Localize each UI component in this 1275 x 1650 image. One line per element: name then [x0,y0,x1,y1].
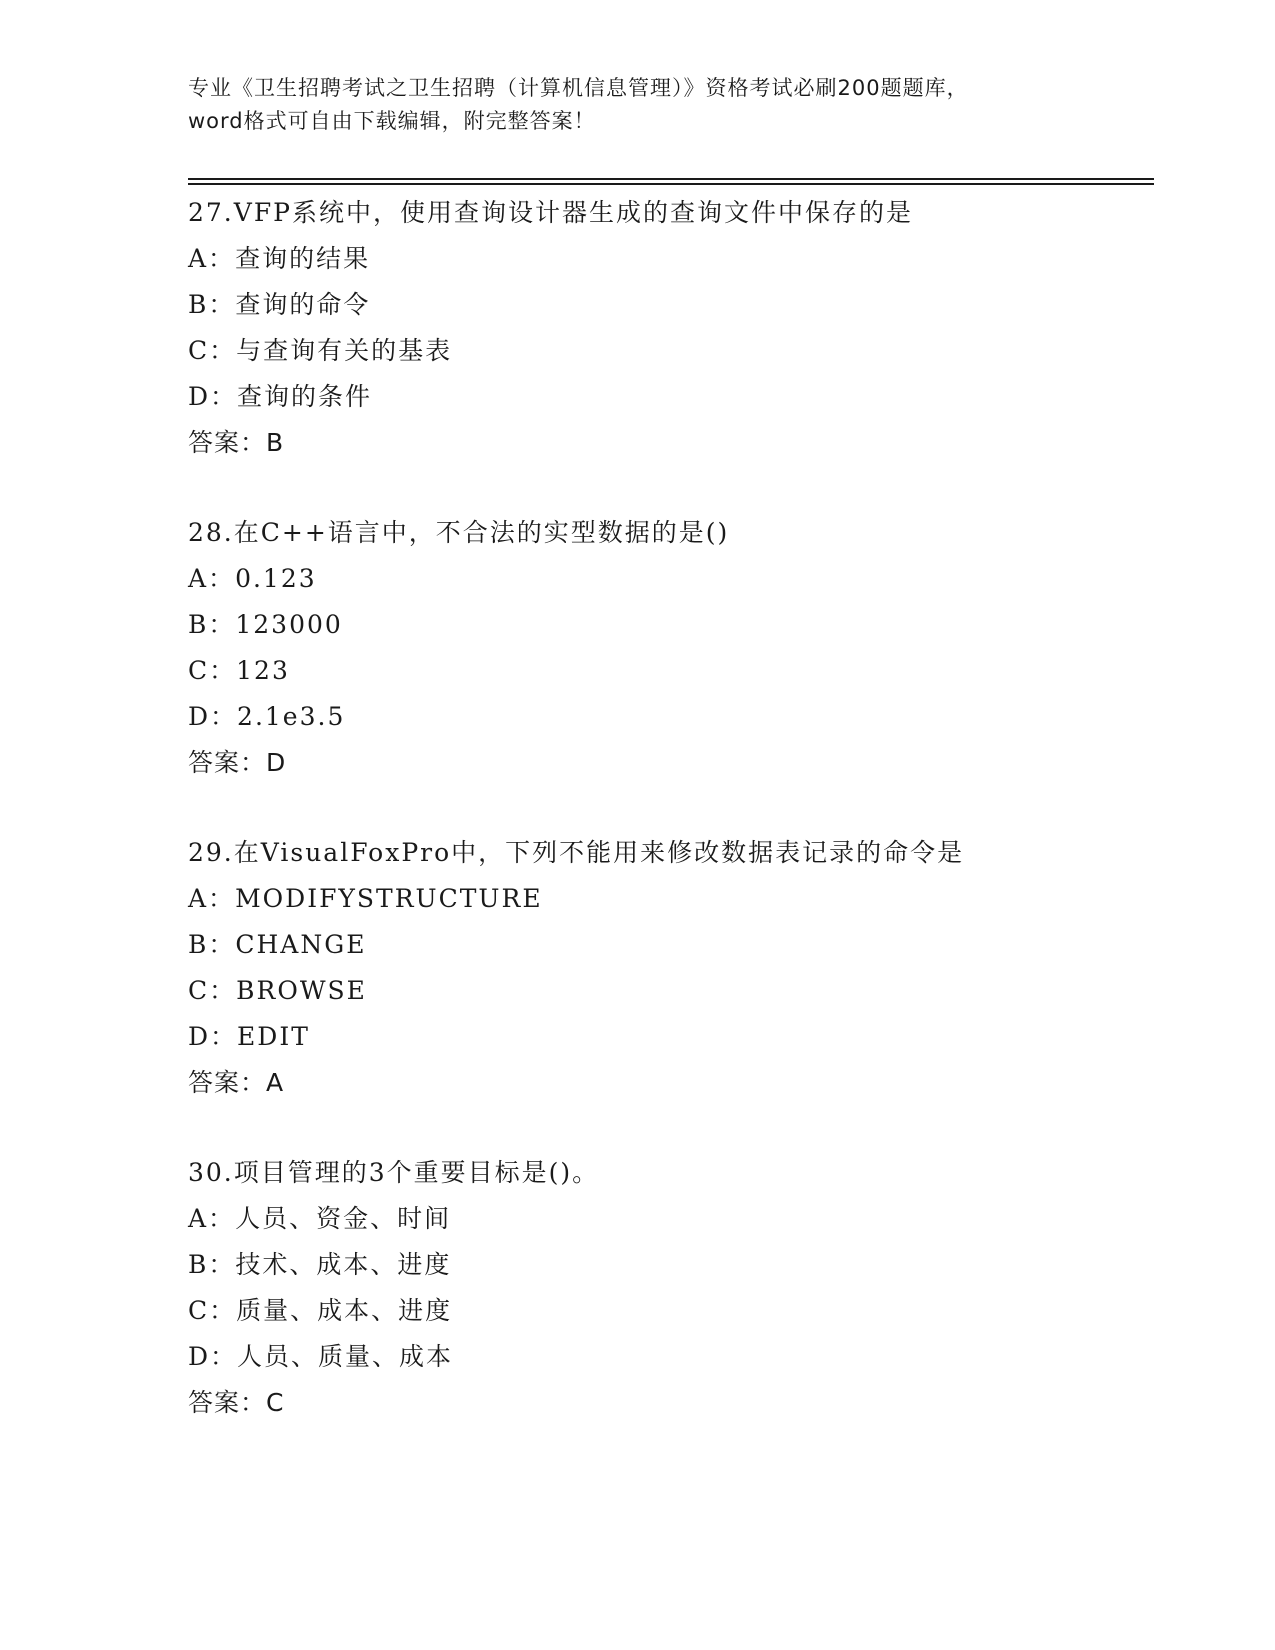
option-text: 查询的命令 [235,290,371,319]
option-text: 查询的条件 [237,382,373,411]
option-key: B： [188,290,236,319]
option-key: B： [188,930,236,959]
option-d [188,1014,1148,1060]
option-text: 质量、成本、进度 [236,1296,453,1325]
question-stem: 27.VFP系统中，使用查询设计器生成的查询文件中保存的是 [188,198,913,227]
option-text: 人员、资金、时间 [235,1204,452,1233]
option-key: C： [188,1296,237,1325]
option-text: 123 [236,656,290,685]
option-key: A： [188,884,236,913]
option-key: B： [188,610,236,639]
option-text: CHANGE [235,930,367,959]
option-text: 0.123 [235,564,317,593]
header-divider-top [188,178,1154,180]
option-key: A： [188,1204,236,1233]
option-text: 查询的结果 [235,244,371,273]
option-b [188,602,1148,648]
option-key: D： [188,1342,238,1371]
answer-line: 答案：B [188,428,285,457]
option-a [188,236,1148,282]
option-key: C： [188,656,237,685]
option-key: B： [188,1250,236,1279]
option-text: BROWSE [236,976,367,1005]
option-text: 与查询有关的基表 [236,336,453,365]
question-list [188,190,1148,1426]
option-a [188,876,1148,922]
question-stem: 28.在C++语言中，不合法的实型数据的是() [188,518,730,547]
option-key: D： [188,1022,238,1051]
question-30 [188,1150,1148,1426]
option-text: MODIFYSTRUCTURE [235,884,543,913]
option-d [188,694,1148,740]
option-text: 人员、质量、成本 [237,1342,454,1371]
option-key: C： [188,976,237,1005]
header-line-1: 专业《卫生招聘考试之卫生招聘（计算机信息管理）》资格考试必刷200题题库， [188,76,969,100]
option-text: 2.1e3.5 [237,702,346,731]
option-key: C： [188,336,237,365]
header-line-2: word格式可自由下载编辑，附完整答案！ [188,109,596,133]
question-stem: 29.在VisualFoxPro中，下列不能用来修改数据表记录的命令是 [188,838,965,867]
question-stem: 30.项目管理的3个重要目标是()。 [188,1158,600,1187]
option-key: D： [188,382,238,411]
option-c [188,328,1148,374]
question-28 [188,510,1148,786]
option-text: 技术、成本、进度 [235,1250,452,1279]
option-c [188,968,1148,1014]
option-a [188,1196,1148,1242]
option-key: A： [188,244,236,273]
answer-line: 答案：C [188,1388,285,1417]
header-divider-bottom [188,183,1154,185]
option-key: A： [188,564,236,593]
option-d [188,1334,1148,1380]
answer-line: 答案：A [188,1068,285,1097]
option-b [188,1242,1148,1288]
option-text: 123000 [235,610,343,639]
option-text: EDIT [237,1022,310,1051]
option-b [188,282,1148,328]
option-key: D： [188,702,238,731]
option-d [188,374,1148,420]
question-27 [188,190,1148,466]
option-c [188,648,1148,694]
option-c [188,1288,1148,1334]
question-29 [188,830,1148,1106]
option-a [188,556,1148,602]
option-b [188,922,1148,968]
answer-line: 答案：D [188,748,287,777]
document-header [188,72,1088,138]
